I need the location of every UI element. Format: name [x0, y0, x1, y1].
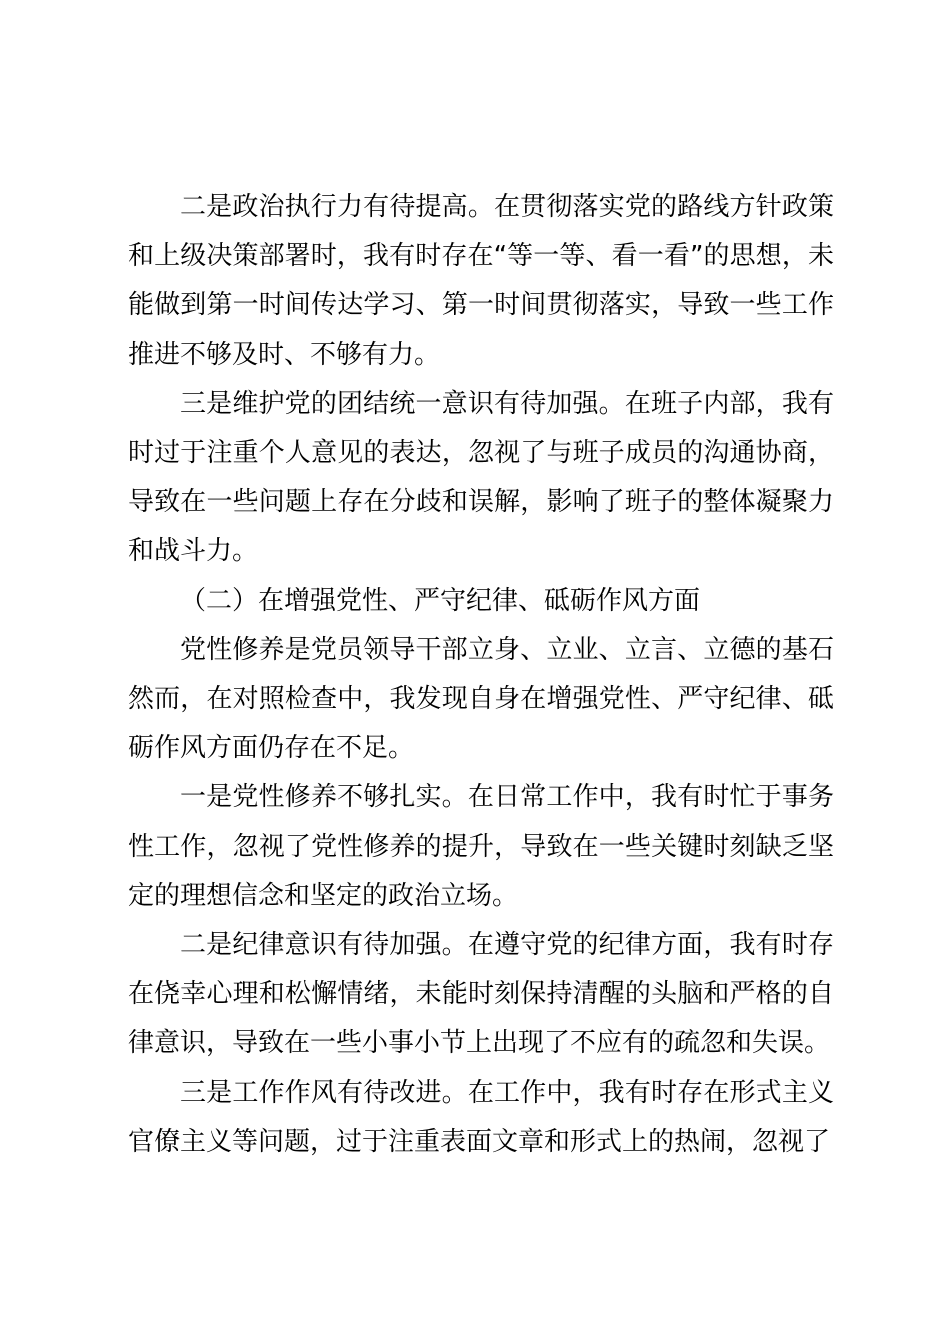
paragraph-political-execution: 二是政治执行力有待提高。在贯彻落实党的路线方针政策和上级决策部署时，我有时存在“等一等、看一看”的思想，未能做到第一时间传达学习、第一时间贯彻落实，导致一些工作推进不够及时、不够有力。	[128, 192, 834, 370]
paragraph-party-unity: 三是维护党的团结统一意识有待加强。在班子内部，我有时过于注重个人意见的表达，忽视了与班子成员的沟通协商，导致在一些问题上存在分歧和误解，影响了班子的整体凝聚力和战斗力。	[128, 388, 834, 567]
paragraph-work-style: 三是工作作风有待改进。在工作中，我有时存在形式主义官僚主义等问题，过于注重表面文章和形式上的热闹，忽视了	[128, 1077, 834, 1157]
paragraph-discipline: 二是纪律意识有待加强。在遵守党的纪律方面，我有时存在侥幸心理和松懈情绪，未能时刻保持清醒的头脑和严格的自律意识，导致在一些小事小节上出现了不应有的疏忽和失误。	[128, 930, 834, 1059]
section-heading: （二）在增强党性、严守纪律、砥砺作风方面	[180, 585, 701, 616]
document-body	[128, 183, 834, 1167]
paragraph-party-cultivation: 一是党性修养不够扎实。在日常工作中，我有时忙于事务性工作，忽视了党性修养的提升，导致在一些关键时刻缺乏坚定的理想信念和坚定的政治立场。	[128, 782, 834, 911]
paragraph-party-spirit-intro: 党性修养是党员领导干部立身、立业、立言、立德的基石然而，在对照检查中，我发现自身在增强党性、严守纪律、砥砺作风方面仍存在不足。	[128, 634, 834, 764]
